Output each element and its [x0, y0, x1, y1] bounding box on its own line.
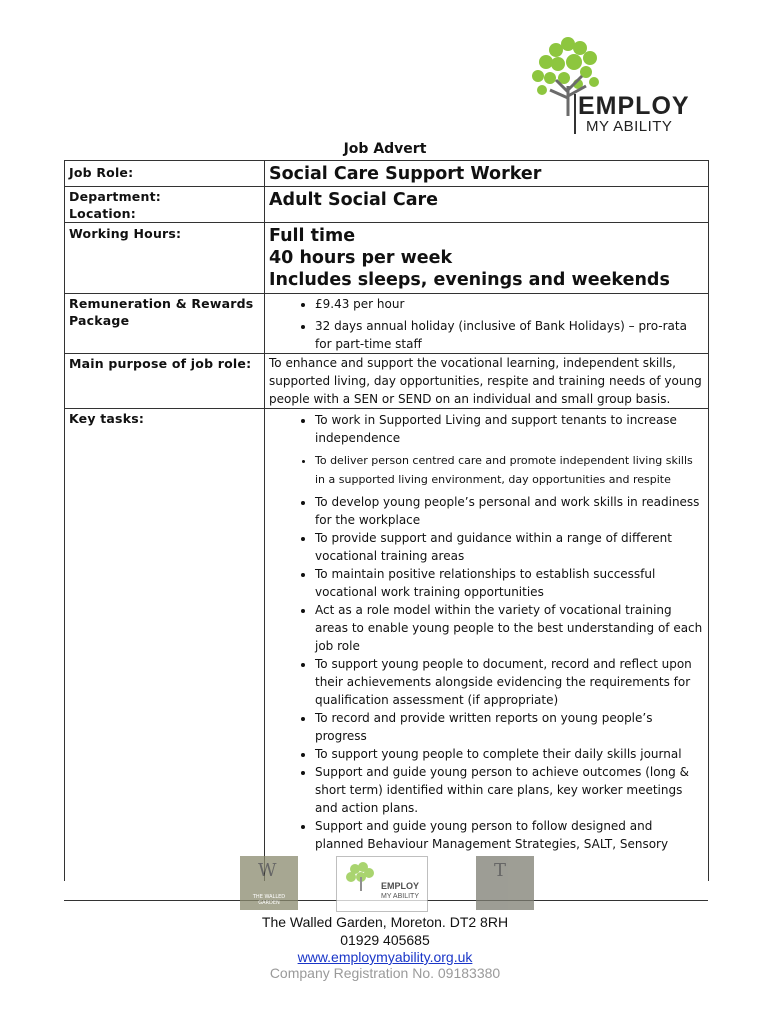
list-item: • To record and provide written reports on young people’s progress — [315, 709, 704, 745]
value-job-role: Social Care Support Worker — [265, 161, 709, 187]
logo-word-my-ability: MY ABILITY — [586, 118, 673, 135]
value-working-hours — [265, 223, 709, 294]
value-main-purpose: To enhance and support the vocational learning, independent skills, supported living, day opportunities, respite and training needs of young people with a SEN or SEND on an individual and small group basis. — [265, 354, 709, 409]
footer-phone: 01929 405685 — [340, 932, 430, 948]
value-department: Adult Social Care — [265, 187, 709, 223]
third-partner-letter: T — [494, 860, 507, 881]
label-job-role: Job Role: — [65, 161, 265, 187]
list-item: • To work in Supported Living and support tenants to increase independence — [315, 411, 704, 447]
list-item: • Support and guide young person to achieve outcomes (long & short term) identified within care plans, key worker meetings and action plans. — [315, 763, 704, 817]
list-item: • To support young people to complete their daily skills journal — [315, 745, 704, 763]
list-item: • To support young people to document, record and reflect upon their achievements alongside evidencing the requirements for qualification assessment (if appropriate) — [315, 655, 704, 709]
key-tasks-clip — [269, 411, 704, 881]
label-remuneration: Remuneration & Rewards Package — [65, 294, 265, 354]
label-location: Location: — [69, 206, 136, 221]
list-item: • Support and guide young person to follow designed and planned Behaviour Management Strategies, SALT, Sensory — [315, 817, 704, 853]
job-advert-table — [64, 160, 709, 881]
list-item: • Act as a role model within the variety of vocational training areas to enable young people to the best understanding of each job role — [315, 601, 704, 655]
row-remuneration — [65, 294, 709, 354]
footer-registration: Company Registration No. 09183380 — [269, 965, 501, 981]
hours-line-1: Full time — [269, 226, 356, 246]
walled-garden-logo — [240, 856, 298, 910]
walled-garden-caption: THE WALLED GARDEN — [252, 894, 286, 906]
label-main-purpose: Main purpose of job role: — [65, 354, 265, 409]
walled-garden-letter: W — [258, 860, 277, 881]
label-department-location — [65, 187, 265, 223]
row-key-tasks — [65, 409, 709, 882]
footer-address: The Walled Garden, Moreton. DT2 8RH — [261, 914, 509, 930]
row-job-role — [65, 161, 709, 187]
list-item: • 32 days annual holiday (inclusive of Bank Holidays) – pro-rata for part-time staff — [315, 317, 704, 353]
list-item: • To provide support and guidance within a range of different vocational training areas — [315, 529, 704, 565]
footer-logo-word-employ: EMPLOY — [381, 881, 420, 891]
hours-line-3: Includes sleeps, evenings and weekends — [269, 270, 670, 290]
list-item: • £9.43 per hour — [315, 295, 704, 313]
list-item: • To deliver person centred care and promote independent living skills in a supported living environment, day opportunities and respite — [315, 451, 704, 489]
employ-my-ability-logo — [528, 36, 698, 136]
row-working-hours — [65, 223, 709, 294]
value-remuneration — [265, 294, 709, 354]
employ-footer-logo — [336, 856, 428, 912]
footer-website-link[interactable]: www.employmyability.org.uk — [297, 949, 473, 965]
footer-logo-word-my-ability: MY ABILITY — [381, 893, 419, 900]
label-working-hours: Working Hours: — [65, 223, 265, 294]
value-key-tasks — [265, 409, 709, 882]
hours-line-2: 40 hours per week — [269, 248, 453, 268]
remuneration-list — [269, 295, 704, 353]
label-key-tasks: Key tasks: — [65, 409, 265, 882]
label-department: Department: — [69, 189, 161, 204]
row-main-purpose — [65, 354, 709, 409]
list-item: • To maintain positive relationships to establish successful vocational work training opportunities — [315, 565, 704, 601]
footer-logos — [240, 856, 540, 912]
page-title: Job Advert — [343, 141, 427, 157]
row-department — [65, 187, 709, 223]
third-partner-logo — [476, 856, 534, 910]
list-item: • To develop young people’s personal and work skills in readiness for the workplace — [315, 493, 704, 529]
logo-word-employ: EMPLOY — [578, 92, 690, 120]
key-tasks-list — [269, 411, 704, 853]
tree-icon — [343, 861, 379, 891]
